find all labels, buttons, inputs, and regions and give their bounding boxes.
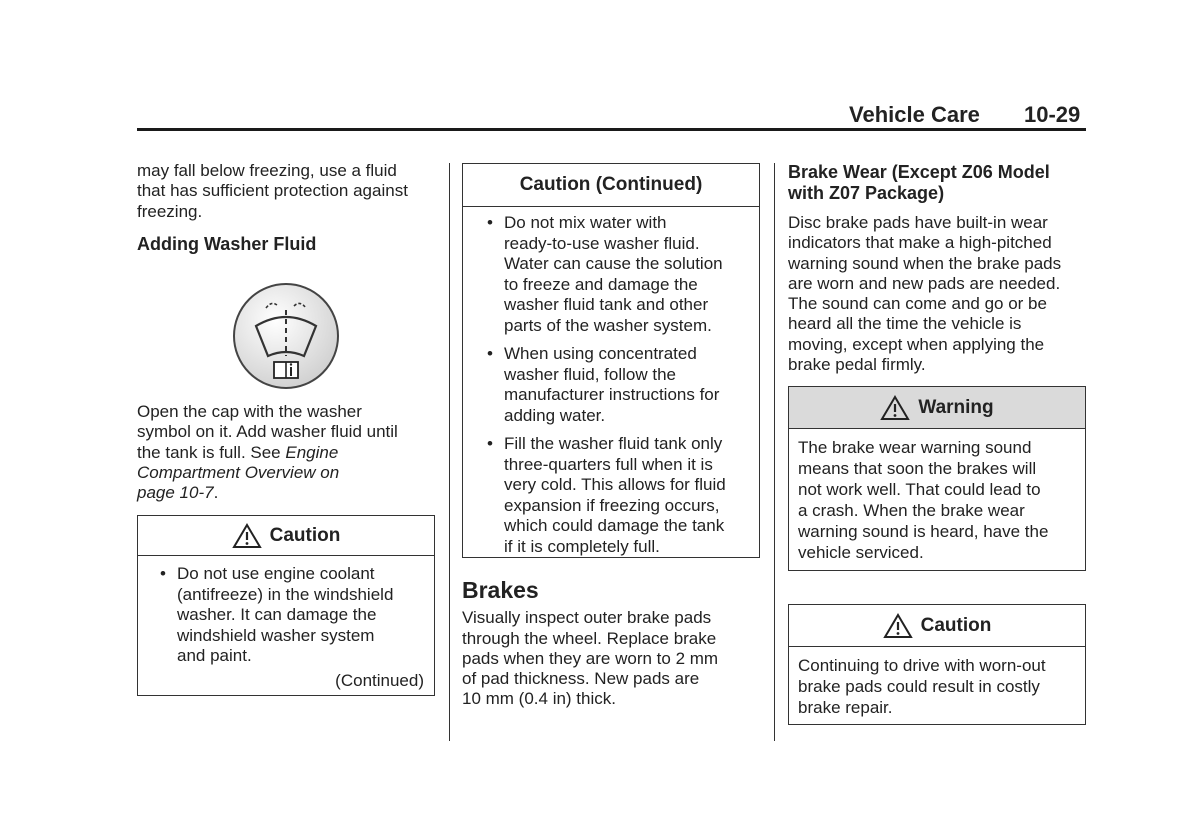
text-line: Open the cap with the washer	[137, 402, 362, 421]
caution-continued-body	[463, 207, 759, 557]
caution-box-brake-pads	[788, 604, 1086, 725]
warning-title: Warning	[918, 396, 994, 418]
text-line: warning sound is heard, have the	[798, 522, 1049, 541]
warning-triangle-icon	[232, 523, 262, 549]
brakes-heading: Brakes	[462, 577, 539, 603]
text-line: parts of the washer system.	[504, 315, 712, 335]
page-reference-link[interactable]: page 10-7	[137, 483, 214, 503]
text-line: Disc brake pads have built-in wear	[788, 213, 1048, 232]
text-span: the tank is full. See	[137, 442, 286, 462]
brakes-paragraph	[462, 608, 767, 709]
text-line: moving, except when applying the	[788, 334, 1045, 354]
intro-line: that has sufficient protection against	[137, 181, 408, 201]
warning-triangle-icon	[883, 613, 913, 639]
page-number: 10-29	[1024, 102, 1081, 127]
column-1	[137, 161, 437, 255]
continued-label: (Continued)	[335, 670, 424, 690]
text-line: windshield washer system	[177, 625, 375, 645]
text-line: The sound can come and go or be	[788, 294, 1047, 314]
warning-box-brake-wear	[788, 386, 1086, 571]
text-line: brake repair.	[798, 698, 893, 717]
text-line: very cold. This allows for fluid	[504, 475, 726, 494]
text-line: washer fluid, follow the	[504, 364, 676, 384]
text-line: not work well. That could lead to	[798, 480, 1041, 499]
intro-line: may fall below freezing, use a fluid	[137, 161, 397, 180]
text-line: 10 mm (0.4 in) thick.	[462, 689, 616, 709]
text-line: symbol on it. Add washer fluid until	[137, 422, 398, 442]
intro-line: freezing.	[137, 201, 203, 221]
list-item	[160, 564, 424, 667]
text-line: means that soon the brakes will	[798, 459, 1037, 478]
text-line: Visually inspect outer brake pads	[462, 608, 712, 628]
text-line: are worn and new pads are needed.	[788, 273, 1061, 293]
text-line: pads when they are worn to 2 mm	[462, 648, 719, 668]
brake-wear-heading: with Z07 Package)	[788, 183, 945, 203]
caution-continued-header	[463, 164, 759, 207]
warning-body	[789, 429, 1085, 563]
warning-triangle-icon	[880, 395, 910, 421]
text-line: manufacturer instructions for	[504, 385, 720, 404]
list-item	[487, 434, 749, 557]
text-line: to freeze and damage the	[504, 274, 698, 294]
text-line	[137, 443, 437, 463]
list-item	[487, 344, 749, 426]
text-line: brake pads could result in costly	[798, 677, 1040, 696]
caution-body	[789, 647, 1085, 718]
text-line: adding water.	[504, 405, 606, 425]
text-line: through the wheel. Replace brake	[462, 628, 717, 648]
brake-wear-section	[788, 162, 1088, 375]
caution-continued-box	[462, 163, 760, 558]
caution-header	[138, 516, 434, 556]
caution-header	[789, 605, 1085, 647]
caution-body	[138, 556, 434, 691]
text-line: and paint.	[177, 646, 252, 665]
caution-title: Caution	[920, 614, 992, 636]
text-line: washer. It can damage the	[177, 605, 377, 624]
text-line: which could damage the tank	[504, 516, 725, 535]
caution-continued-title: Caution (Continued)	[519, 174, 703, 195]
engine-compartment-link-cont[interactable]: Compartment Overview on	[137, 462, 340, 482]
text-line: three-quarters full when it is	[504, 454, 713, 474]
text-line: brake pedal firmly.	[788, 355, 926, 375]
header-rule	[137, 128, 1086, 131]
text-line: • When using concentrated	[504, 344, 697, 363]
text-line: Continuing to drive with worn-out	[798, 656, 1046, 675]
text-line: (antifreeze) in the windshield	[177, 584, 394, 604]
brakes-section	[462, 577, 767, 710]
text-line: The brake wear warning sound	[798, 438, 1032, 457]
text-line: warning sound when the brake pads	[788, 253, 1062, 273]
text-span: .	[213, 483, 219, 503]
text-line: vehicle serviced.	[798, 543, 924, 562]
caution-title: Caution	[269, 524, 341, 546]
list-item	[487, 213, 749, 336]
text-line: a crash. When the brake wear	[798, 501, 1025, 520]
brake-wear-paragraph	[788, 213, 1088, 375]
heading-adding-washer-fluid: Adding Washer Fluid	[137, 233, 317, 254]
warning-header	[789, 387, 1085, 429]
text-line: Water can cause the solution	[504, 254, 723, 273]
text-line: of pad thickness. New pads are	[462, 669, 700, 689]
text-line: • Fill the washer fluid tank only	[504, 434, 723, 453]
column-divider-2	[774, 163, 775, 741]
open-cap-paragraph	[137, 402, 437, 503]
brake-wear-heading: Brake Wear (Except Z06 Model	[788, 162, 1050, 182]
text-line: indicators that make a high-pitched	[788, 233, 1052, 253]
section-title: Vehicle Care	[849, 102, 980, 127]
text-line: • Do not mix water with	[504, 213, 667, 232]
caution-box-washer	[137, 515, 435, 696]
engine-compartment-link[interactable]: Engine	[285, 442, 339, 462]
text-line: expansion if freezing occurs,	[504, 495, 720, 515]
text-line: • Do not use engine coolant	[177, 564, 375, 583]
text-line	[137, 483, 437, 503]
column-divider-1	[449, 163, 450, 741]
text-line: if it is completely full.	[504, 536, 660, 556]
text-line: ready-to-use washer fluid.	[504, 233, 700, 253]
washer-fluid-symbol-icon	[232, 282, 340, 390]
text-line: heard all the time the vehicle is	[788, 314, 1022, 334]
text-line: washer fluid tank and other	[504, 295, 709, 314]
